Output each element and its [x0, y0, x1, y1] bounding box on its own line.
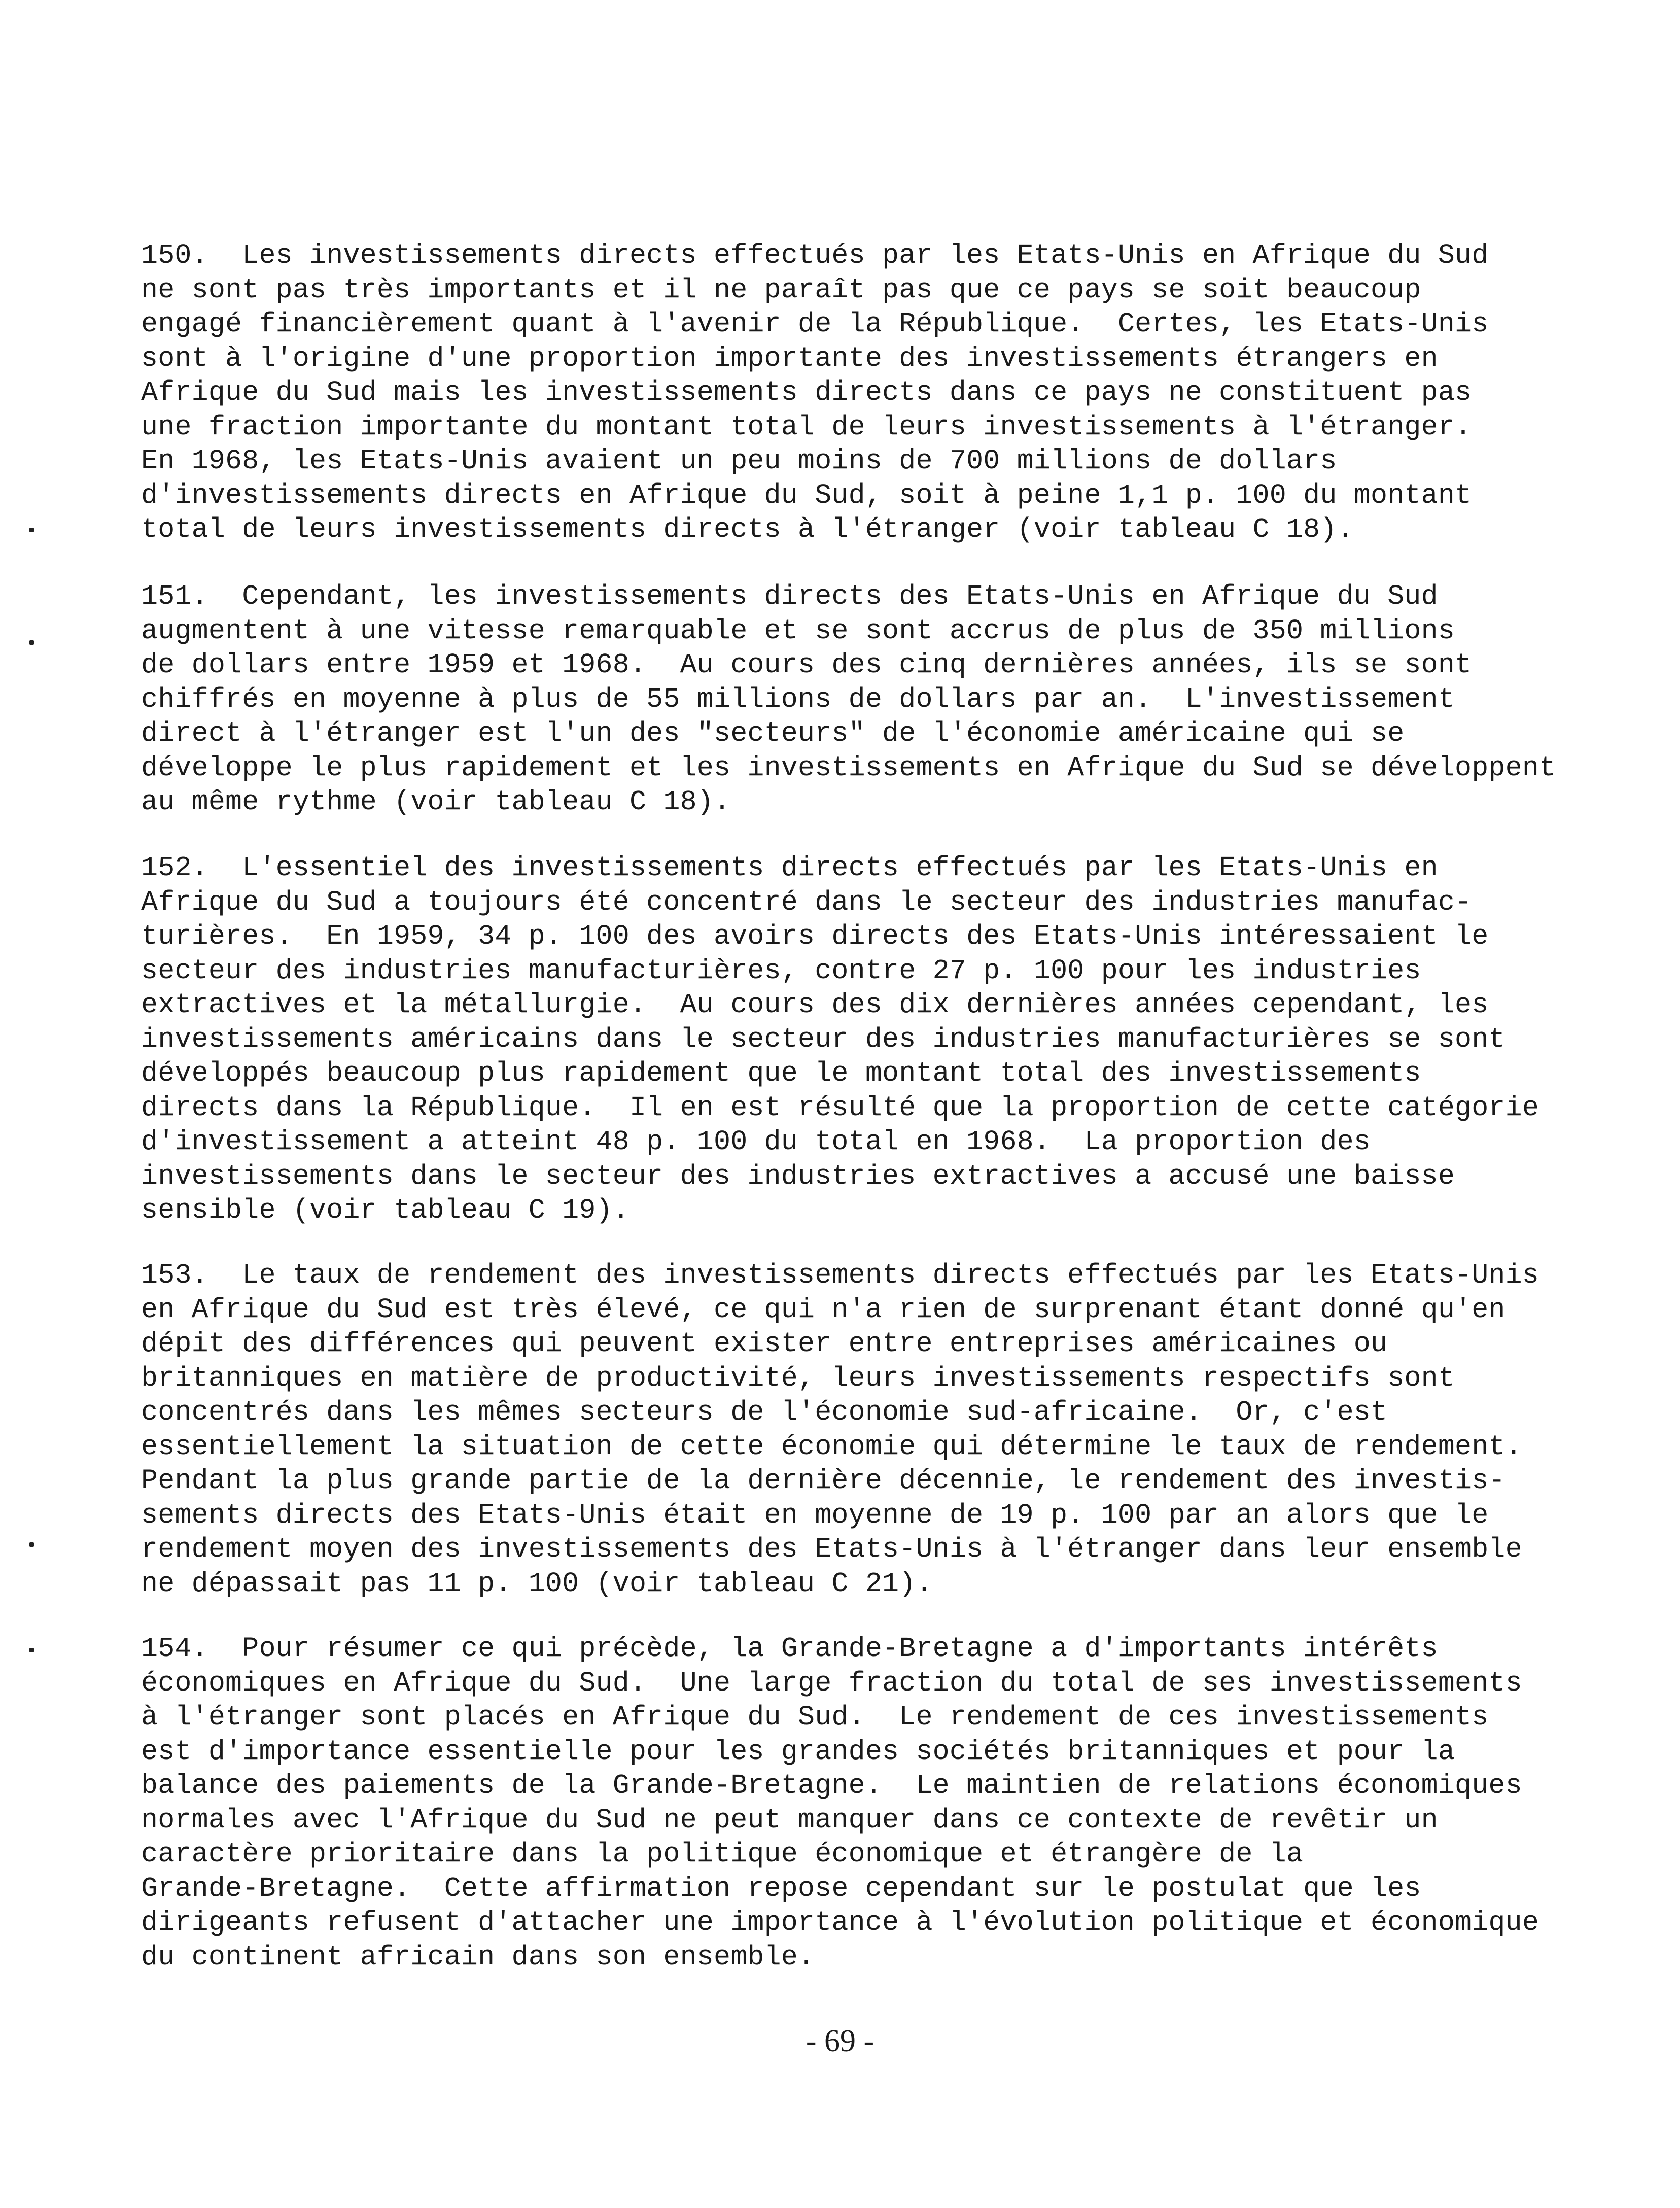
paragraph-line: d'investissements directs en Afrique du Sud, soit à peine 1,1 p. 100 du montant [141, 479, 1472, 511]
paragraph-line: Afrique du Sud a toujours été concentré dans le secteur des industries manufac- [141, 886, 1472, 918]
paragraph-line: Afrique du Sud mais les investissements directs dans ce pays ne constituent pas [141, 376, 1472, 408]
paragraph-line: ne sont pas très importants et il ne paraît pas que ce pays se soit beaucoup [141, 273, 1421, 306]
paragraph-line: total de leurs investissements directs à l'étranger (voir tableau C 18). [141, 513, 1354, 545]
paragraph-line: augmentent à une vitesse remarquable et se sont accrus de plus de 350 millions [141, 614, 1455, 647]
paragraph-line: en Afrique du Sud est très élevé, ce qui n'a rien de surprenant étant donné qu'en [141, 1293, 1506, 1326]
paragraph-line: économiques en Afrique du Sud. Une large fraction du total de ses investissements [141, 1667, 1522, 1699]
paragraph-line: En 1968, les Etats-Unis avaient un peu moins de 700 millions de dollars [141, 445, 1337, 477]
paragraph-line: 150. Les investissements directs effectués par les Etats-Unis en Afrique du Sud [141, 239, 1489, 271]
paragraph-line: sements directs des Etats-Unis était en moyenne de 19 p. 100 par an alors que le [141, 1499, 1489, 1531]
paragraph-line: investissements dans le secteur des industries extractives a accusé une baisse [141, 1160, 1455, 1192]
paragraph-line: 151. Cependant, les investissements directs des Etats-Unis en Afrique du Sud [141, 580, 1438, 612]
paragraph-152 [141, 851, 1561, 1228]
paragraph-line: dirigeants refusent d'attacher une importance à l'évolution politique et économique [141, 1907, 1539, 1939]
paragraph-line: secteur des industries manufacturières, contre 27 p. 100 pour les industries [141, 954, 1421, 987]
paragraph-line: dépit des différences qui peuvent exister entre entreprises américaines ou [141, 1328, 1388, 1360]
paragraph-line: normales avec l'Afrique du Sud ne peut manquer dans ce contexte de revêtir un [141, 1804, 1438, 1836]
paragraph-line: une fraction importante du montant total de leurs investissements à l'étranger. [141, 410, 1472, 443]
paragraph-150 [141, 238, 1561, 547]
paragraph-151 [141, 579, 1561, 819]
paragraph-line: rendement moyen des investissements des Etats-Unis à l'étranger dans leur ensemble [141, 1533, 1522, 1565]
margin-mark [29, 640, 34, 645]
paragraph-line: turières. En 1959, 34 p. 100 des avoirs directs des Etats-Unis intéressaient le [141, 920, 1489, 952]
paragraph-line: sont à l'origine d'une proportion importante des investissements étrangers en [141, 342, 1438, 374]
paragraph-line: est d'importance essentielle pour les grandes sociétés britanniques et pour la [141, 1735, 1455, 1768]
paragraph-line: développés beaucoup plus rapidement que le montant total des investissements [141, 1057, 1421, 1089]
paragraph-line: investissements américains dans le secteur des industries manufacturières se sont [141, 1023, 1506, 1055]
paragraph-line: 154. Pour résumer ce qui précède, la Grande-Bretagne a d'importants intérêts [141, 1633, 1438, 1665]
paragraph-line: au même rythme (voir tableau C 18). [141, 786, 731, 818]
paragraph-line: essentiellement la situation de cette économie qui détermine le taux de rendement. [141, 1430, 1522, 1463]
margin-mark [29, 1542, 34, 1547]
margin-mark [29, 528, 34, 532]
paragraph-line: développe le plus rapidement et les investissements en Afrique du Sud se développent [141, 751, 1556, 784]
paragraph-line: direct à l'étranger est l'un des "secteurs" de l'économie américaine qui se [141, 717, 1405, 749]
paragraph-line: sensible (voir tableau C 19). [141, 1194, 629, 1226]
paragraph-line: Grande-Bretagne. Cette affirmation repose cependant sur le postulat que les [141, 1872, 1421, 1905]
paragraph-line: du continent africain dans son ensemble. [141, 1941, 815, 1973]
paragraph-153 [141, 1258, 1561, 1601]
paragraph-line: de dollars entre 1959 et 1968. Au cours des cinq dernières années, ils se sont [141, 649, 1472, 681]
paragraph-line: extractives et la métallurgie. Au cours des dix dernières années cependant, les [141, 989, 1489, 1021]
paragraph-line: concentrés dans les mêmes secteurs de l'économie sud-africaine. Or, c'est [141, 1396, 1388, 1428]
paragraph-line: 153. Le taux de rendement des investissements directs effectués par les Etats-Unis [141, 1259, 1539, 1291]
paragraph-line: chiffrés en moyenne à plus de 55 millions de dollars par an. L'investissement [141, 683, 1455, 715]
paragraph-line: caractère prioritaire dans la politique économique et étrangère de la [141, 1838, 1304, 1870]
paragraph-line: engagé financièrement quant à l'avenir de la République. Certes, les Etats-Unis [141, 308, 1489, 340]
paragraph-line: d'investissement a atteint 48 p. 100 du total en 1968. La proportion des [141, 1126, 1371, 1158]
paragraph-line: 152. L'essentiel des investissements directs effectués par les Etats-Unis en [141, 852, 1438, 884]
page-number: - 69 - [806, 2024, 874, 2058]
paragraph-line: balance des paiements de la Grande-Bretagne. Le maintien de relations économiques [141, 1770, 1522, 1802]
margin-mark [29, 1648, 34, 1652]
paragraph-154 [141, 1632, 1561, 1974]
paragraph-line: ne dépassait pas 11 p. 100 (voir tableau C 21). [141, 1567, 933, 1600]
paragraph-line: britanniques en matière de productivité, leurs investissements respectifs sont [141, 1362, 1455, 1394]
paragraph-line: directs dans la République. Il en est résulté que la proportion de cette catégorie [141, 1091, 1539, 1124]
paragraph-line: Pendant la plus grande partie de la dernière décennie, le rendement des investis- [141, 1465, 1506, 1497]
paragraph-line: à l'étranger sont placés en Afrique du Sud. Le rendement de ces investissements [141, 1701, 1489, 1733]
